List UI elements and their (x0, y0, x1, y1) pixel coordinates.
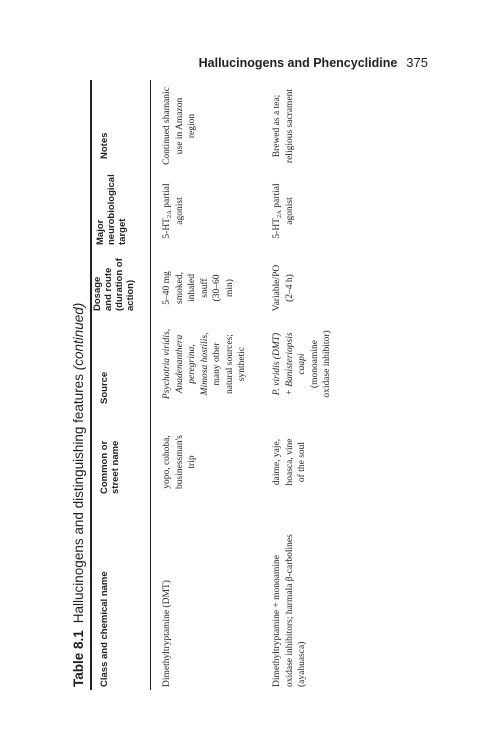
top-rule (90, 80, 92, 690)
header-rule (150, 80, 151, 690)
row1-dosage: 5–40 mg smoked, inhaled snuff (30–60 min) (162, 271, 235, 305)
rotated-table (70, 80, 360, 690)
row2-dosage: Variable/PO (2–4 h) (272, 264, 295, 312)
row2-class: Dimethyltryptamine + monoamine oxidase inhibitors; harmala β-carbolines (ayahuasca) (272, 534, 307, 687)
header-street-name: Common or street name (99, 440, 121, 494)
header-source: Source (99, 371, 110, 404)
row1-class: Dimethyltryptamine (DMT) (162, 580, 172, 687)
page-number: 375 (406, 55, 428, 70)
table-label: Table 8.1 (71, 630, 86, 687)
row2-street-name: daime, yaje, hoasca, vine of the soul (272, 438, 307, 486)
header-class: Class and chemical name (99, 571, 110, 687)
running-header-title: Hallucinogens and Phencyclidine (198, 56, 398, 70)
row2-notes: Brewed as a tea; religious sacrament (272, 88, 295, 164)
row1-source: Psychotria viridis, Anadenanthera peregrina, Mimosa hostilis, many other natural sources; synthetic (162, 328, 247, 400)
row2-target: $5-HT_{2A}$ partial agonist (272, 183, 295, 239)
table-caption (71, 303, 86, 687)
row1-notes: Continued shamanic use in Amazon region (162, 87, 197, 165)
table-continued: (continued) (71, 302, 86, 371)
header-dosage: Dosage and route (duration of action) (92, 258, 136, 311)
row2-source: P. viridis (DMT) + Banisteriopsis caapi (monoamine oxidase inhibitor) (272, 330, 332, 398)
running-header (199, 55, 428, 70)
row1-street-name: yopo, cohoba, businessman's trip (162, 435, 197, 489)
header-notes: Notes (99, 132, 110, 159)
header-target: Major neurobiological target (95, 174, 128, 245)
row1-target: $5-HT_{2A}$ partial agonist (162, 183, 185, 239)
table-title: Hallucinogens and distinguishing features (71, 374, 86, 624)
